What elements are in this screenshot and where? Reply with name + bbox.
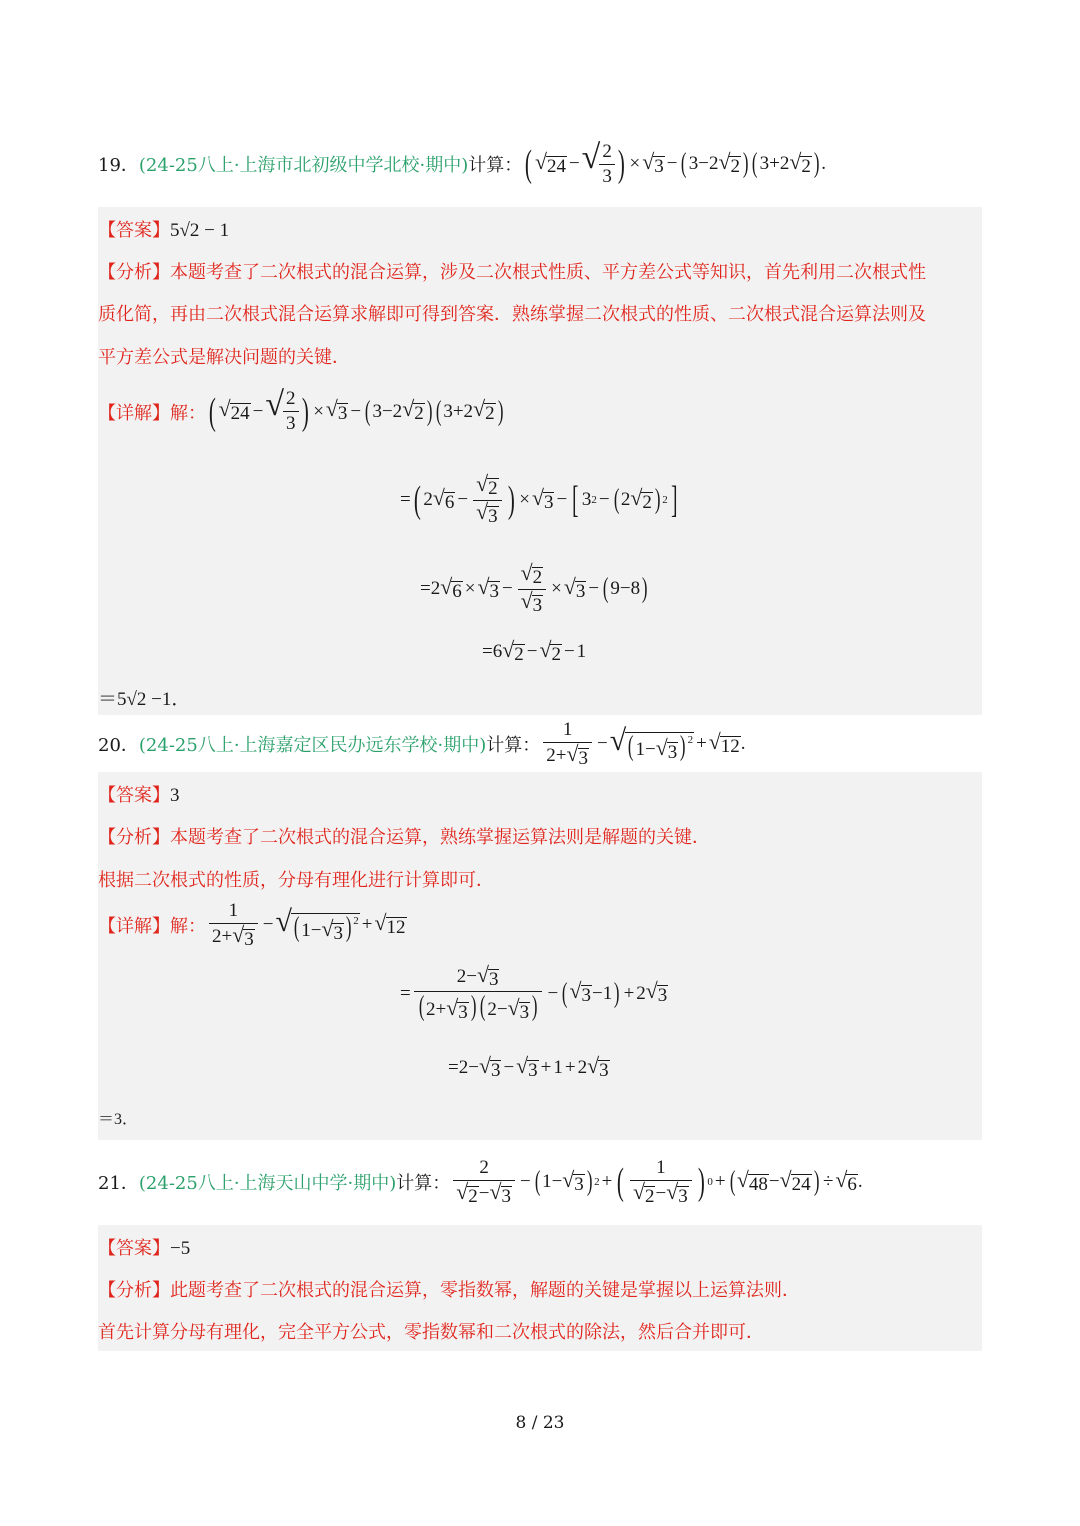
answer-tag: 【答案】 <box>98 1238 170 1259</box>
answer-value: 5√2 − 1 <box>170 220 230 241</box>
answer-value: −5 <box>170 1238 191 1259</box>
detail-expression: 1 2+ √ 3 − √ (1− √ 3 ) $^2$ + √ 12 <box>206 900 407 950</box>
answer-value: 3 <box>170 785 180 806</box>
analysis-line-1 <box>98 258 926 284</box>
question-number: 19． <box>98 155 139 176</box>
final-line-19: ＝5√2 −1． <box>98 689 191 710</box>
detail-expression: ( √ 24 − √ $\frac{2}{3}$ ) × √ 3 − ( 3−2 √ 2 ) ( 3+2 √ 2 ) <box>208 386 504 434</box>
detail-tag: 【详解】 <box>98 915 170 937</box>
analysis-line-2: 质化简，再由二次根式混合运算求解即可得到答案．熟练掌握二次根式的性质、二次根式混合运算法则及 <box>98 304 926 325</box>
analysis-tag: 【分析】 <box>98 1280 170 1301</box>
answer-tag: 【答案】 <box>98 785 170 806</box>
question-source: (24-25八上·上海市北初级中学北校·期中) <box>138 155 469 176</box>
step-1: = ( 2 √ 6 − √ 2 √ 3 ) × √ 3 − [ 3 2 − ( 2 √ 2 ) 2 ] <box>400 472 678 527</box>
detail-lead: 解： <box>170 402 206 424</box>
analysis-line-1 <box>98 1276 800 1302</box>
question-verb: 计算： <box>468 155 523 176</box>
final-line-20: ＝3． <box>98 1111 139 1128</box>
detail-lead: 解： <box>170 915 206 937</box>
answer-tag: 【答案】 <box>98 220 170 241</box>
analysis-line-3: 平方差公式是解决问题的关键． <box>98 347 350 368</box>
question-source: (24-25八上·上海天山中学·期中) <box>138 1173 397 1194</box>
analysis-line-2: 首先计算分母有理化，完全平方公式，零指数幂和二次根式的除法，然后合并即可． <box>98 1322 764 1343</box>
page-number: 8 / 23 <box>515 1413 565 1433</box>
analysis-line-2: 根据二次根式的性质，分母有理化进行计算即可． <box>98 870 494 891</box>
question-20-header <box>98 714 746 774</box>
question-verb: 计算： <box>486 735 541 756</box>
question-verb: 计算： <box>396 1173 451 1194</box>
analysis-tag: 【分析】 <box>98 827 170 848</box>
question-21-expression: 2 √ 2 − √ 3 − ( 1− √ 3 ) 2 + ( 1 √ 2 − √ 3 ) 0 + ( √ 48 − √ 24 ) ÷ √ 6 . <box>450 1157 862 1207</box>
answer-line <box>98 1234 190 1260</box>
detail-line-19 <box>98 388 505 435</box>
question-20-expression: 1 2+ √ 3 − √ (1− √ 3 ) $^2$ + √ 12 . <box>540 719 745 769</box>
question-number: 21． <box>98 1173 139 1194</box>
answer-line <box>98 781 180 807</box>
answer-line <box>98 216 229 242</box>
analysis-line-1 <box>98 823 710 849</box>
analysis-text: 本题考查了二次根式的混合运算，涉及二次根式性质、平方差公式等知识，首先利用二次根式性 <box>170 262 926 283</box>
question-21-header <box>98 1152 863 1212</box>
question-source: (24-25八上·上海嘉定区民办远东学校·期中) <box>138 735 487 756</box>
detail-line-20 <box>98 900 407 950</box>
step-2: =2− √ 3 − √ 3 + 1 + 2 √ 3 <box>448 1054 609 1081</box>
analysis-text: 此题考查了二次根式的混合运算，零指数幂，解题的关键是掌握以上运算法则． <box>170 1280 800 1301</box>
step-3: =6 √ 2 − √ 2 − 1 <box>482 638 587 665</box>
step-2: =2 √ 6 × √ 3 − √ 2 √ 3 × √ 3 − ( 9−8 ) <box>420 561 648 616</box>
step-1: = 2− √ 3 (2+ √ 3 ) (2− √ 3 ) − ( √ 3 −1 ) + 2 √ 3 <box>400 963 668 1023</box>
question-19-expression: ( √ 24 − √ $\frac{2}{3}$ ) × √ 3 − ( 3−2 √ 2 ) ( 3+2 √ 2 ) . <box>525 138 826 187</box>
question-19-header <box>98 134 826 194</box>
analysis-text: 本题考查了二次根式的混合运算，熟练掌握运算法则是解题的关键． <box>170 827 710 848</box>
analysis-tag: 【分析】 <box>98 262 170 283</box>
question-number: 20． <box>98 735 139 756</box>
detail-tag: 【详解】 <box>98 402 170 424</box>
